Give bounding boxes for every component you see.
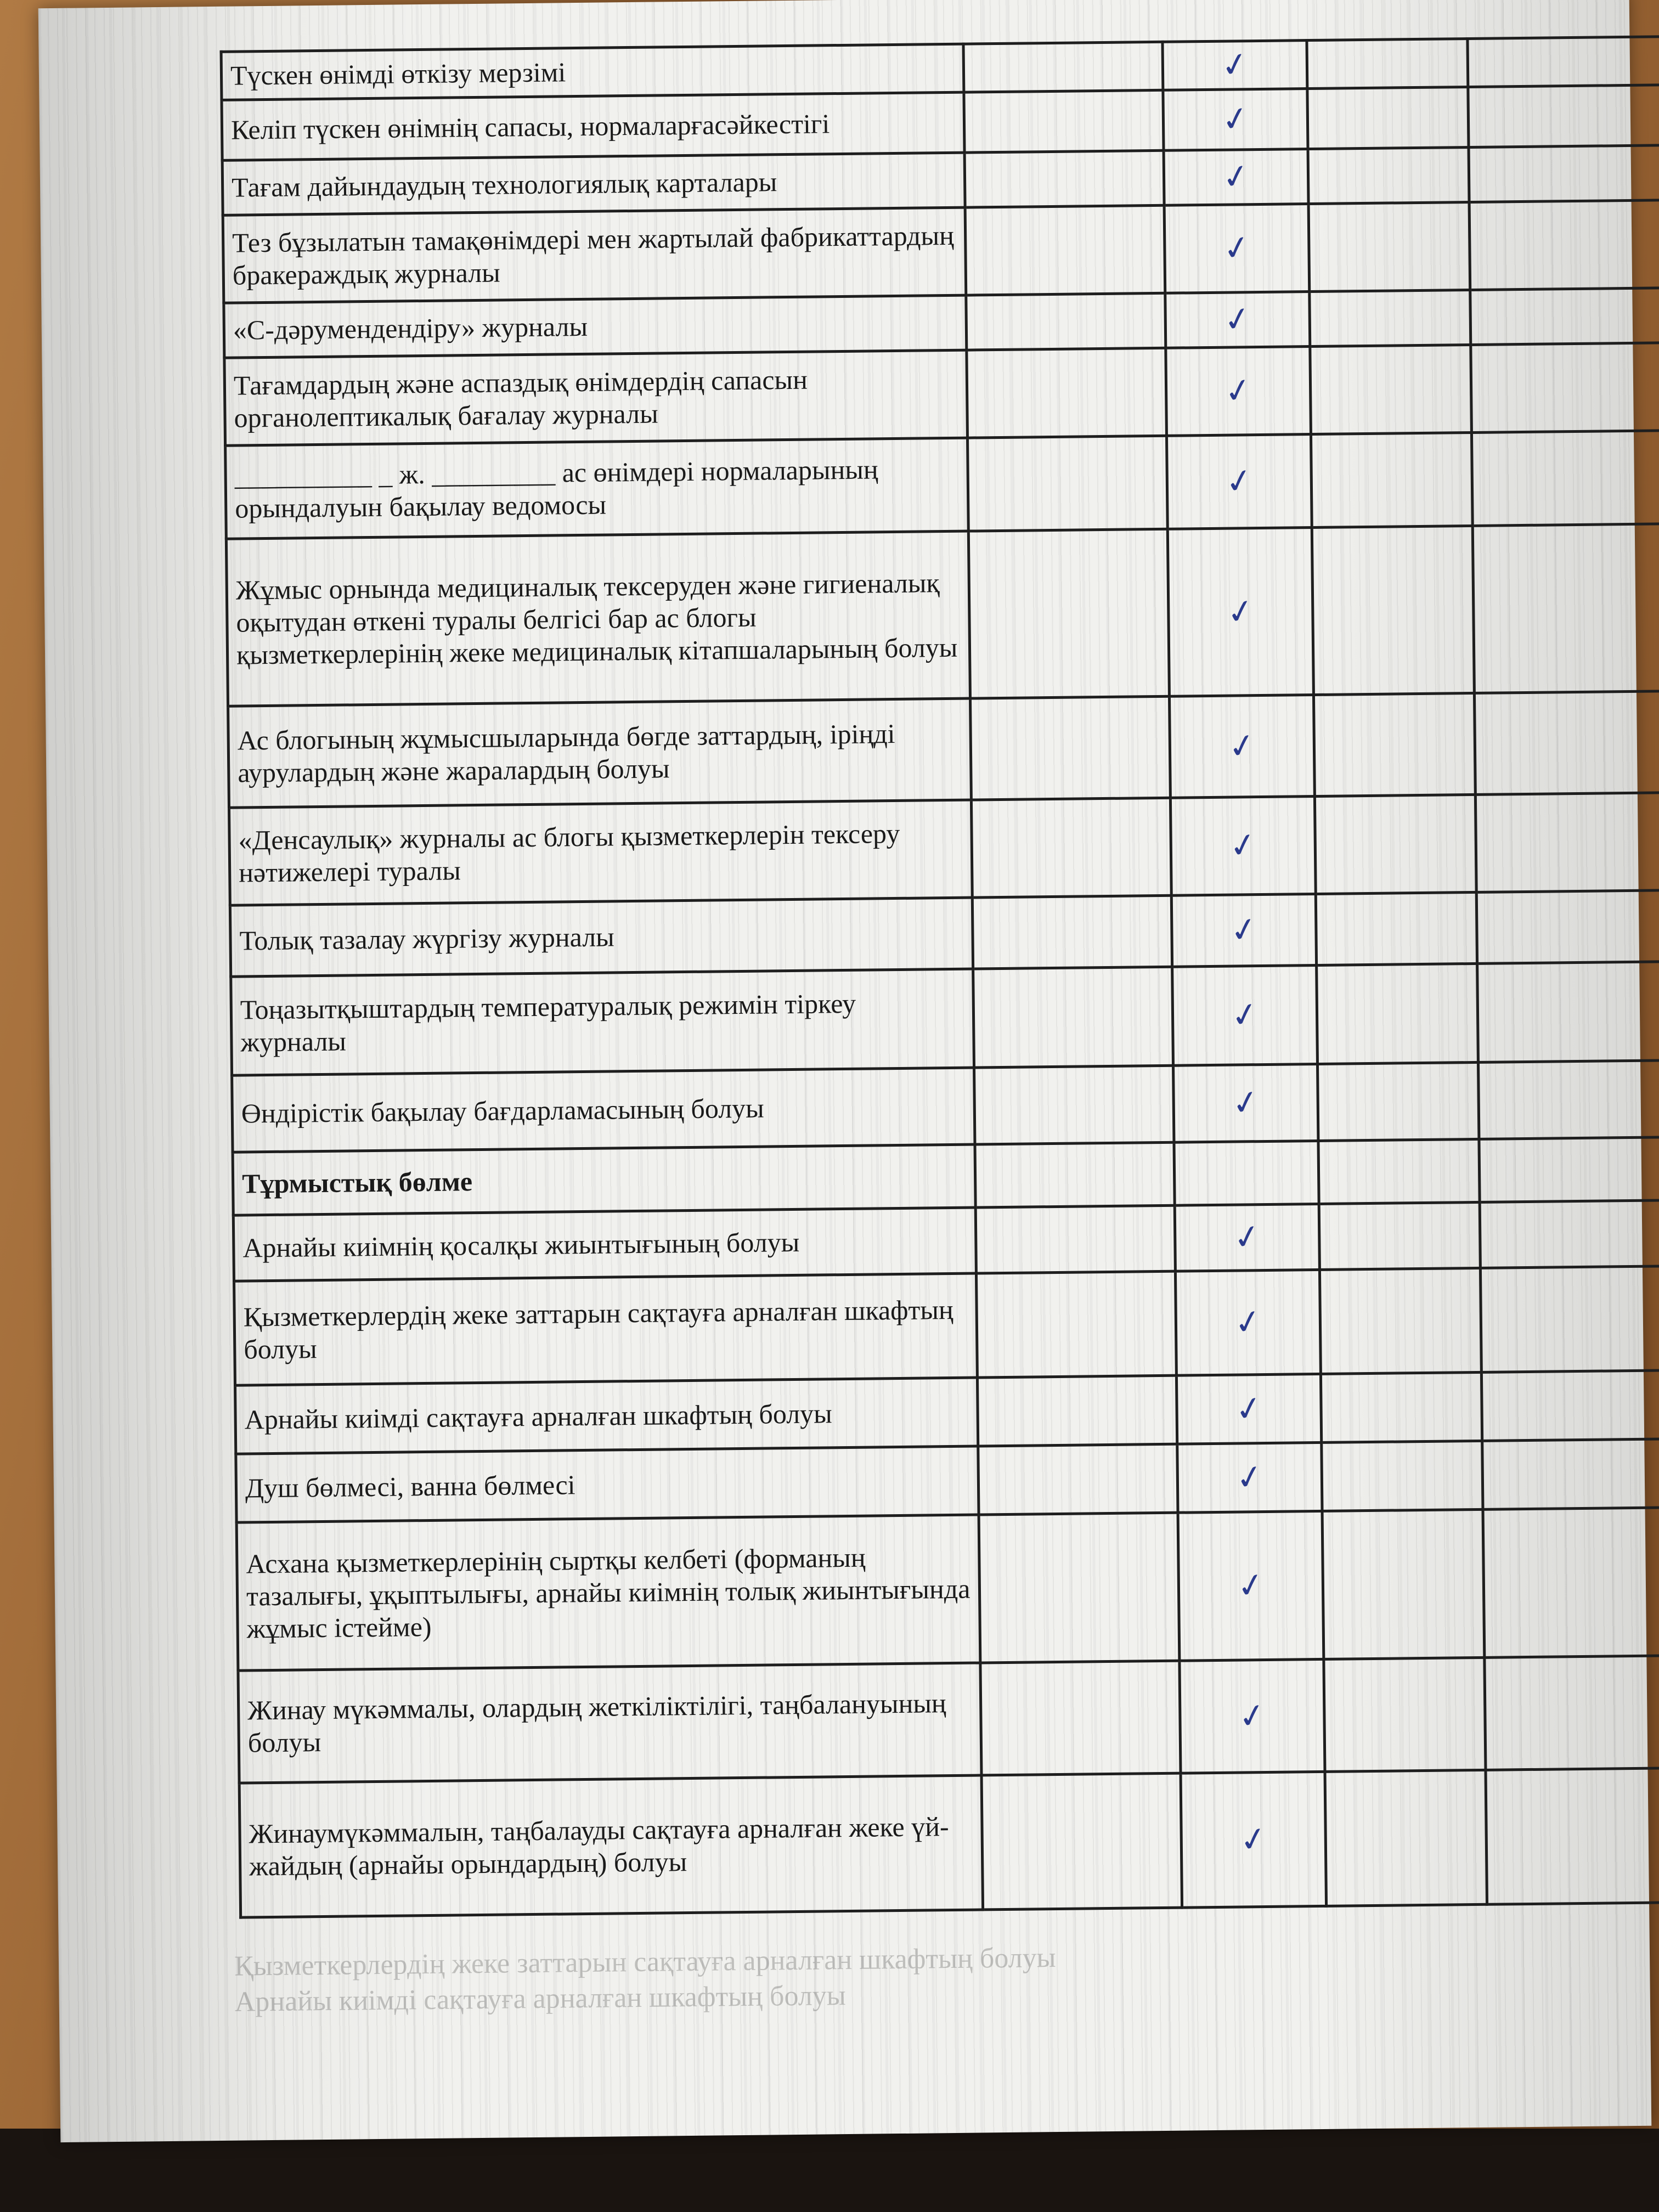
floor-shadow xyxy=(0,2129,1659,2212)
check-cell xyxy=(1177,1442,1322,1513)
empty-cell xyxy=(979,1513,1180,1663)
checklist-row xyxy=(231,962,1659,1076)
empty-cell xyxy=(1325,1770,1487,1906)
checkmark-icon: ✓ xyxy=(1227,994,1262,1037)
checklist-row xyxy=(234,1266,1659,1386)
empty-cell xyxy=(973,967,1173,1068)
requirement-label: Өндірістік бақылау бағдарламасының болуы xyxy=(232,1068,975,1152)
empty-cell xyxy=(971,798,1171,898)
empty-cell xyxy=(965,205,1165,295)
check-cell xyxy=(1164,204,1310,294)
empty-cell xyxy=(1480,1266,1659,1373)
section-title: Тұрмыстық бөлме xyxy=(233,1144,975,1215)
empty-cell xyxy=(1474,691,1659,795)
check-cell xyxy=(1169,695,1314,798)
requirement-label: Арнайы киімді сақтауға арналған шкафтың болуы xyxy=(235,1378,978,1454)
empty-cell xyxy=(1307,87,1469,149)
empty-cell xyxy=(978,1444,1178,1515)
checkmark-icon: ✓ xyxy=(1221,369,1256,413)
check-cell xyxy=(1164,149,1308,206)
empty-cell xyxy=(1317,1062,1479,1141)
requirement-label: Жұмыс орнында медициналық тексеруден және гигиеналық оқытудан өткені туралы белгісі бар ас блогы қызметкерлерінің жеке медициналық кітапшаларының болуы xyxy=(226,531,970,706)
empty-cell xyxy=(1478,1060,1659,1139)
empty-cell xyxy=(1307,39,1468,89)
empty-cell xyxy=(1316,892,1477,965)
checkmark-icon: ✓ xyxy=(1235,1694,1269,1737)
empty-cell xyxy=(1322,1509,1485,1659)
empty-cell xyxy=(1468,85,1659,148)
check-cell xyxy=(1181,1771,1327,1908)
requirement-label: Жинаумүкәммалын, таңбалауды сақтауға арналған жеке үй-жайдың (арнайы орындардың) болуы xyxy=(239,1775,983,1917)
check-cell xyxy=(1172,965,1318,1065)
check-cell xyxy=(1166,435,1312,529)
check-cell xyxy=(1178,1511,1324,1661)
checkmark-icon: ✓ xyxy=(1220,298,1255,341)
empty-cell xyxy=(1482,1439,1659,1510)
empty-cell xyxy=(963,42,1163,92)
empty-cell xyxy=(1321,1372,1482,1442)
requirement-label: Тез бұзылатын тамақөнімдері мен жартылай фабрикаттардың бракераждық журналы xyxy=(223,207,966,303)
checklist-row xyxy=(223,200,1659,303)
empty-cell xyxy=(1472,524,1659,693)
empty-cell xyxy=(1319,1268,1481,1374)
empty-cell xyxy=(964,150,1164,207)
empty-cell xyxy=(972,895,1172,969)
checklist-row xyxy=(228,691,1659,808)
empty-cell xyxy=(1468,37,1659,87)
checklist-row xyxy=(226,524,1659,707)
empty-cell xyxy=(967,348,1167,438)
empty-cell xyxy=(1477,962,1659,1063)
check-cell xyxy=(1180,1659,1325,1773)
requirement-label: __________ _ ж. _________ ас өнімдері нормаларының орындалуын бақылау ведомосы xyxy=(225,438,969,539)
check-cell xyxy=(1166,347,1311,436)
checkmark-icon: ✓ xyxy=(1228,1081,1263,1125)
empty-cell xyxy=(1322,1441,1483,1511)
checkmark-icon: ✓ xyxy=(1222,460,1256,503)
requirement-label: Арнайы киімнің қосалқы жиынтығының болуы xyxy=(233,1207,976,1281)
empty-cell xyxy=(976,1271,1176,1378)
check-cell xyxy=(1173,1064,1318,1142)
checkmark-icon: ✓ xyxy=(1223,590,1258,634)
empty-cell xyxy=(1314,794,1476,894)
checkmark-icon: ✓ xyxy=(1226,824,1260,867)
check-cell xyxy=(1175,1204,1319,1271)
requirement-label: Ас блогының жұмысшыларында бөгде заттардың, іріңді аурулардың және жаралардың болуы xyxy=(228,698,972,808)
requirement-label: «С-дәрумендендіру» журналы xyxy=(224,295,967,358)
empty-cell xyxy=(1480,1200,1659,1268)
checkmark-icon: ✓ xyxy=(1218,98,1253,141)
checklist-row xyxy=(232,1060,1659,1153)
check-cell xyxy=(1167,528,1313,697)
checkmark-icon: ✓ xyxy=(1220,227,1254,270)
empty-cell xyxy=(1471,431,1659,526)
checklist-row xyxy=(239,1768,1659,1918)
empty-cell xyxy=(1483,1508,1659,1658)
requirement-label: Тағам дайындаудың технологиялық карталары xyxy=(222,153,965,215)
empty-cell xyxy=(1310,345,1472,434)
empty-cell xyxy=(1312,526,1474,695)
requirement-label: Толық тазалау жүргізу журналы xyxy=(230,898,973,977)
requirement-label: Асхана қызметкерлерінің сыртқы келбеті (форманың тазалығы, ұқыптылығы, арнайы киімнің толық жиынтығында жұмыс істейме) xyxy=(236,1515,980,1671)
empty-cell xyxy=(1310,290,1471,346)
empty-cell xyxy=(1481,1370,1659,1441)
bleed-through-text: Қызметкерлердің жеке заттарын сақтауға арналған шкафтың болуы Арнайы киімді сақтауға арналған шкафтың болуы xyxy=(234,1942,1056,2018)
checkmark-icon: ✓ xyxy=(1233,1564,1268,1607)
checklist-table xyxy=(220,35,1659,1918)
empty-cell xyxy=(977,1375,1177,1446)
requirement-label: Тағамдардың және аспаздық өнімдердің сапасын органолептикалық бағалау журналы xyxy=(224,350,968,445)
checkmark-icon: ✓ xyxy=(1232,1455,1267,1499)
check-cell xyxy=(1170,797,1316,896)
empty-cell xyxy=(968,529,1169,698)
checkmark-icon: ✓ xyxy=(1232,1387,1266,1430)
requirement-label: Қызметкерлердің жеке заттарын сақтауға арналған шкафтың болуы xyxy=(234,1273,978,1385)
checklist-row xyxy=(236,1508,1659,1671)
checklist-sheet xyxy=(38,0,1652,2142)
empty-cell xyxy=(1469,200,1659,290)
empty-cell xyxy=(1308,148,1469,204)
requirement-label: Душ бөлмесі, ванна бөлмесі xyxy=(236,1446,979,1522)
checkmark-icon: ✓ xyxy=(1236,1818,1271,1861)
check-cell xyxy=(1165,292,1310,348)
check-cell xyxy=(1174,1141,1319,1205)
checkmark-icon: ✓ xyxy=(1227,909,1261,952)
requirement-label: Түскен өнімді өткізу мерзімі xyxy=(221,44,964,100)
empty-cell xyxy=(1475,793,1659,893)
empty-cell xyxy=(1317,963,1479,1064)
checkmark-icon: ✓ xyxy=(1230,1216,1265,1259)
empty-cell xyxy=(975,1142,1175,1207)
empty-cell xyxy=(968,436,1168,531)
empty-cell xyxy=(975,1205,1175,1273)
empty-cell xyxy=(974,1065,1174,1144)
empty-cell xyxy=(1470,288,1659,345)
empty-cell xyxy=(1476,890,1659,964)
checklist-rows xyxy=(221,37,1659,1917)
checklist-row xyxy=(225,431,1659,539)
empty-cell xyxy=(1485,1656,1659,1770)
checkmark-icon: ✓ xyxy=(1231,1301,1265,1344)
requirement-label: «Денсаулық» журналы ас блогы қызметкерлерін тексеру нәтижелері туралы xyxy=(229,800,972,905)
checkmark-icon: ✓ xyxy=(1224,724,1259,768)
empty-cell xyxy=(970,696,1170,800)
empty-cell xyxy=(1311,432,1472,527)
checklist-row xyxy=(224,343,1659,446)
requirement-label: Тоңазытқыштардың температуралық режимін тіркеу журналы xyxy=(231,969,974,1075)
empty-cell xyxy=(964,90,1164,153)
checkmark-icon: ✓ xyxy=(1217,43,1252,87)
empty-cell xyxy=(1324,1657,1486,1771)
empty-cell xyxy=(1313,693,1475,796)
empty-cell xyxy=(1469,145,1659,202)
empty-cell xyxy=(1308,202,1470,291)
requirement-label: Жинау мүкәммалы, олардың жеткіліктілігі, таңбалануының болуы xyxy=(238,1663,981,1783)
check-cell xyxy=(1163,41,1307,91)
empty-cell xyxy=(1479,1137,1659,1203)
check-cell xyxy=(1171,894,1316,967)
empty-cell xyxy=(1471,343,1659,433)
check-cell xyxy=(1163,89,1308,151)
empty-cell xyxy=(1319,1202,1480,1269)
check-cell xyxy=(1175,1269,1321,1375)
empty-cell xyxy=(1486,1768,1659,1905)
checklist-row xyxy=(229,793,1659,906)
empty-cell xyxy=(1318,1139,1480,1204)
checklist-row xyxy=(238,1656,1659,1784)
empty-cell xyxy=(966,293,1166,350)
checkmark-icon: ✓ xyxy=(1218,155,1254,199)
empty-cell xyxy=(981,1773,1182,1910)
requirement-label: Келіп түскен өнімнің сапасы, нормаларғасәйкестігі xyxy=(222,92,964,160)
check-cell xyxy=(1176,1374,1321,1444)
empty-cell xyxy=(980,1661,1181,1775)
